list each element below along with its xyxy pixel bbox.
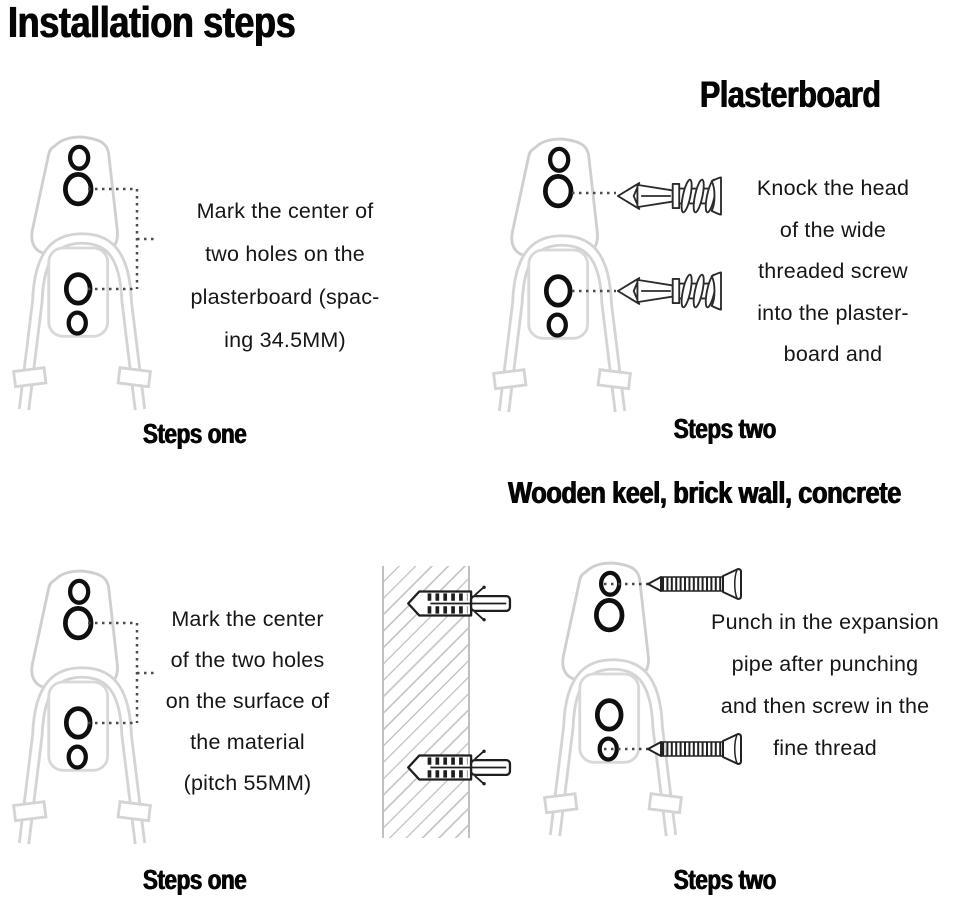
instruction-line: and then screw in the xyxy=(720,694,930,718)
instruction-text-solid-wall-step-one xyxy=(145,599,350,804)
screw-alignment-dotted-guide xyxy=(604,578,648,756)
instruction-line: of the wide xyxy=(779,217,887,242)
instruction-line: of the two holes xyxy=(170,648,325,672)
instruction-text-plasterboard-step-one xyxy=(160,190,410,362)
wide-thread-screw-icon xyxy=(613,265,725,317)
instruction-line: ing 34.5MM) xyxy=(224,328,346,352)
instruction-line: pipe after punching xyxy=(731,652,919,676)
steps-one-label-plasterboard: Steps one xyxy=(143,418,247,449)
page-title xyxy=(8,0,358,46)
instruction-line: Knock the head xyxy=(756,176,910,200)
section-heading-solid-wall: Wooden keel, brick wall, concrete xyxy=(508,475,902,510)
wide-thread-screw-icon xyxy=(613,170,725,222)
steps-two-label-plasterboard: Steps two xyxy=(673,413,777,444)
instruction-line: the material xyxy=(190,730,305,754)
instruction-line: on the surface of xyxy=(165,689,330,713)
expansion-anchor-icon xyxy=(404,749,516,786)
steps-one-label-solid-wall: Steps one xyxy=(143,864,247,895)
instruction-line: fine thread xyxy=(773,736,877,760)
expansion-anchor-icon xyxy=(404,585,516,622)
instruction-line: (pitch 55MM) xyxy=(183,771,312,795)
instruction-text-solid-wall-step-two xyxy=(685,601,961,769)
instruction-line: into the plaster- xyxy=(757,300,909,325)
hole-spacing-dotted-guide xyxy=(88,183,158,295)
instruction-line: Punch in the expansion xyxy=(711,610,939,634)
page-title-text: Installation steps xyxy=(8,0,296,47)
instruction-line: Mark the center xyxy=(171,607,324,631)
instruction-line: threaded screw xyxy=(758,259,908,283)
fine-thread-screw-icon xyxy=(645,567,745,601)
section-heading-plasterboard: Plasterboard xyxy=(700,74,881,115)
steps-two-label-solid-wall: Steps two xyxy=(673,864,777,895)
screw-alignment-dotted-guide xyxy=(572,187,616,297)
instruction-line: Mark the center of xyxy=(196,199,374,223)
instruction-line: plasterboard (spac- xyxy=(190,285,380,309)
instruction-text-plasterboard-step-two xyxy=(733,168,933,376)
instruction-line: board and xyxy=(783,342,883,366)
instruction-line: two holes on the xyxy=(205,242,365,266)
